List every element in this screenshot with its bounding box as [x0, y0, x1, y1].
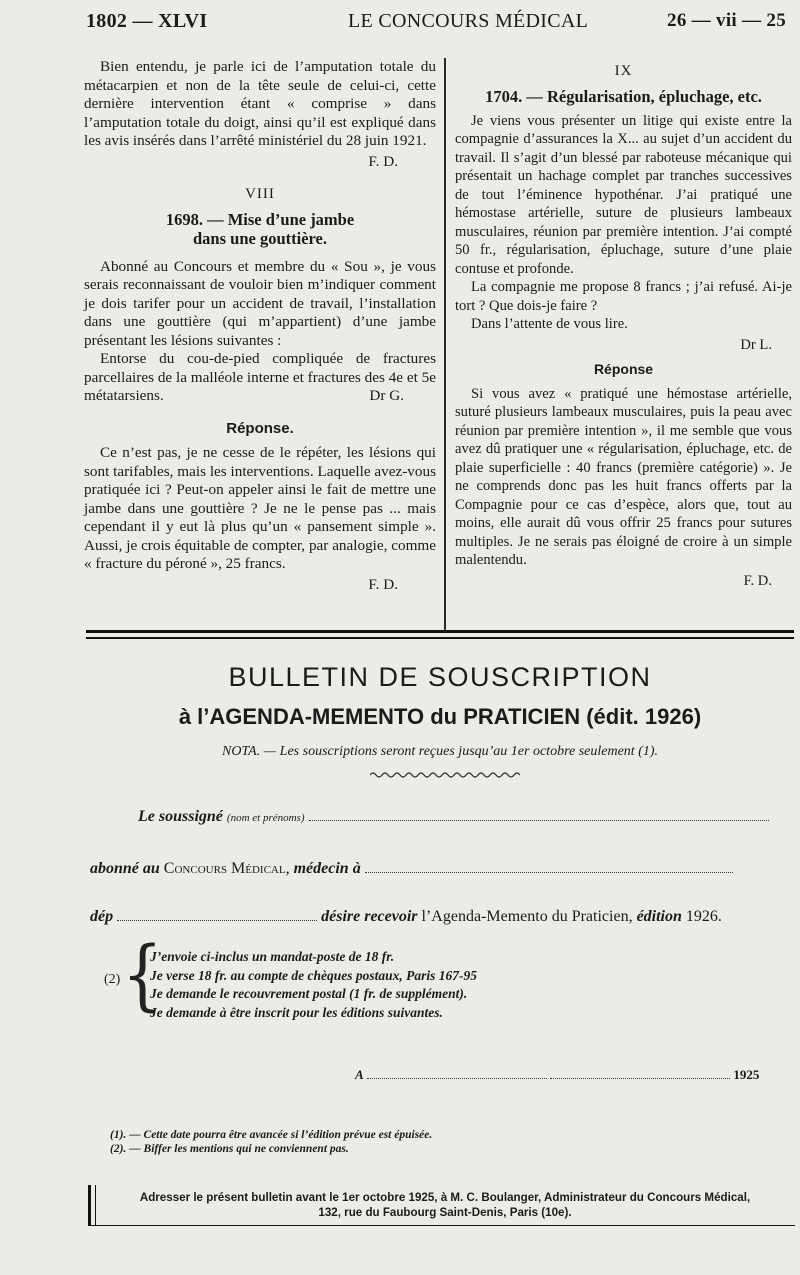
continued-paragraph: Bien entendu, je parle ici de l’amputation totale du métacarpien et non de la tête seule de celui-ci, cette dernière intervention étant « comprise » dans l’amputation totale du doigt, ainsi qu’il est expliqué dans les avis insérés dans l’arrêté ministériel du 28 juin 1921.	[84, 58, 436, 149]
form-line-name	[138, 808, 769, 826]
form-label: Le soussigné	[138, 808, 223, 825]
footnote-1: (1). — Cette date pourra être avancée si l’édition prévue est épuisée.	[110, 1129, 433, 1141]
city-field[interactable]	[365, 860, 733, 873]
question-paragraph: Abonné au Concours et membre du « Sou », je vous serais reconnaissant de vouloir bien m’indiquer comment je dois tarifer pour un accident de travail, l’installation dans une gouttière (qui m’appartient) d’une jambe présentant les lésions suivantes :	[84, 257, 436, 349]
question-title-line-2: dans une gouttière.	[193, 228, 327, 248]
signature: Dr G.	[369, 387, 404, 404]
left-column	[84, 58, 436, 594]
right-column	[455, 58, 792, 590]
footnote-2: (2). — Biffer les mentions qui ne conviennent pas.	[110, 1143, 349, 1155]
department-field[interactable]	[117, 908, 317, 921]
bulletin-title: BULLETIN DE SOUSCRIPTION	[228, 662, 652, 692]
footnotes	[110, 1128, 432, 1156]
year-label: 1925	[733, 1067, 760, 1082]
divider-rule	[86, 630, 794, 633]
place-date-line	[355, 1066, 785, 1083]
divider-rule	[86, 637, 794, 639]
response-paragraph: Si vous avez « pratiqué une hémostase artérielle, suturé plusieurs lambeaux musculaires, puis la peau avec réunion par première intention », il me semble que vous avez dû pratiquer une « régularisation, épluchage, etc. de plaie superficielle : 40 francs (première catégorie) ». Je ne comprends donc pas les huit francs offerts par la Compagnie pour ce cas d’espèce, alors que, tout au moins, elle aurait dû vous offrir 25 francs pour sutures multiples. Je ne serais pas éloigné de croire à un simple malentendu.	[455, 385, 792, 568]
signature: F. D.	[743, 572, 772, 589]
signature: F. D.	[368, 152, 398, 170]
question-title: 1704. — Régularisation, épluchage, etc.	[485, 86, 762, 106]
form-label: abonné au	[90, 860, 160, 877]
form-line-department	[90, 908, 722, 926]
question-text: Entorse du cou-de-pied compliquée de fractures parcellaires de la malléole interne et fractures des 4e et 5e métatarsiens.	[84, 350, 436, 404]
brace: {	[122, 931, 163, 1021]
section-number: IX	[614, 63, 633, 79]
response-paragraph: Ce n’est pas, je ne cesse de le répéter, les lésions qui sont tarifables, mais les interventions. Laquelle avez-vous pratiquée ici ? Peut-on appeler ainsi le fait de mettre une jambe dans une gouttière ? Je ne le pense pas ... mais cependant il y eut là plus qu’un « pansement simple ». Aussi, je crois équitable de compter, par analogie, comme « fracture du péroné », 25 francs.	[84, 444, 436, 572]
signature: Dr L.	[740, 336, 772, 353]
ornament-wave	[370, 770, 520, 780]
form-line-subscriber	[90, 860, 733, 878]
question-paragraph: La compagnie me propose 8 francs ; j’ai refusé. Ai-je tort ? Que dois-je faire ?	[455, 279, 792, 314]
question-paragraph: Je viens vous présenter un litige qui existe entre la compagnie d’assurances la X... au sujet d’un accident du travail. Il s’agit d’un blessé par raboteuse mécanique qui présentait un hachage complet par tranches successives de tout l’éminence hypothénar. J’ai pratiqué une hémostase artérielle, suture de plusieurs lambeaux musculaires, réunion par première intention. J’ai compté 50 fr., régularisation, épluchage, suture d’une plaie contuse et profonde.	[455, 112, 792, 277]
form-label: 1926.	[685, 908, 722, 925]
form-label: médecin à	[293, 860, 361, 877]
form-label: l’Agenda-Memento du Praticien,	[421, 908, 633, 925]
form-label: Concours Médical,	[163, 860, 290, 877]
signature: F. D.	[368, 575, 398, 593]
option-mandat[interactable]: J’envoie ci-inclus un mandat-poste de 18 fr.	[150, 949, 395, 964]
bulletin-nota: NOTA. — Les souscriptions seront reçues jusqu’au 1er octobre seulement (1).	[221, 744, 659, 759]
section-number: VIII	[245, 186, 275, 202]
form-label: désire recevoir	[321, 908, 418, 925]
options-note-ref: (2)	[104, 972, 121, 987]
option-cheque[interactable]: Je verse 18 fr. au compte de chèques postaux, Paris 167-95	[150, 967, 477, 983]
column-divider	[444, 58, 446, 633]
option-inscription[interactable]: Je demande à être inscrit pour les éditions suivantes.	[150, 1004, 443, 1020]
question-title-line-1: 1698. — Mise d’une jambe	[165, 209, 355, 229]
address-box	[100, 1190, 790, 1220]
form-label: A	[355, 1067, 364, 1082]
running-header	[86, 10, 786, 40]
header-date: 26 — vii — 25	[667, 10, 786, 31]
address-line-2: 132, rue du Faubourg Saint-Denis, Paris (10e).	[318, 1206, 572, 1219]
address-line-1: Adresser le présent bulletin avant le 1er octobre 1925, à M. C. Boulanger, Administrateur du Concours Médical,	[139, 1191, 751, 1204]
form-label-small: (nom et prénoms)	[226, 812, 305, 824]
header-page-number: 1802 — XLVI	[86, 10, 208, 32]
name-field[interactable]	[309, 808, 769, 821]
bulletin-subtitle: à l’AGENDA-MEMENTO du PRATICIEN (édit. 1926)	[178, 704, 702, 729]
response-title: Réponse	[593, 361, 654, 377]
question-paragraph: Dans l’attente de vous lire.	[471, 316, 628, 332]
form-label: dép	[90, 908, 114, 925]
date-field[interactable]	[550, 1066, 730, 1079]
header-journal-title: LE CONCOURS MÉDICAL	[348, 10, 589, 32]
question-paragraph	[84, 350, 436, 406]
place-field[interactable]	[367, 1066, 547, 1079]
form-label: édition	[636, 908, 682, 925]
payment-options	[150, 948, 477, 1022]
question-title	[84, 210, 436, 248]
option-recouvrement[interactable]: Je demande le recouvrement postal (1 fr. de supplément).	[150, 986, 468, 1001]
response-title: Réponse.	[226, 419, 294, 437]
